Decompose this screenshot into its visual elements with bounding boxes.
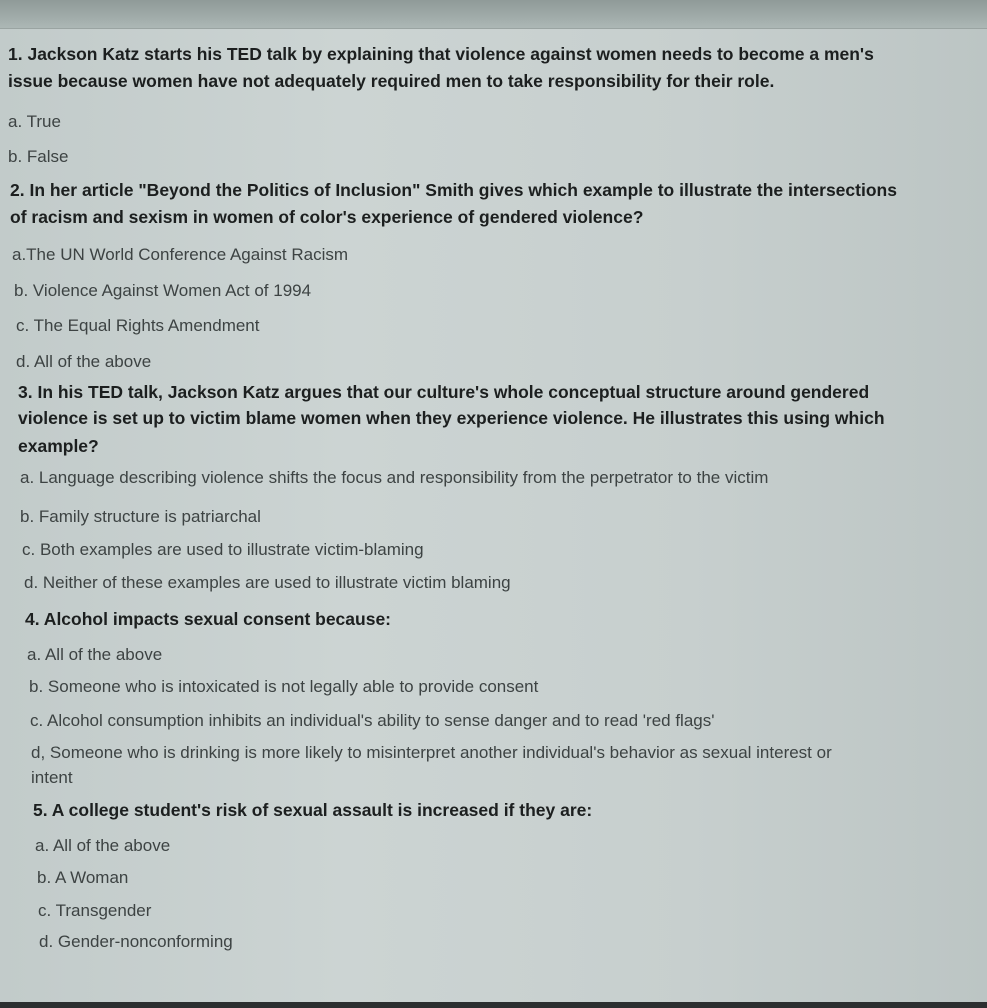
question-4-option-d-continued: intent <box>31 768 73 787</box>
question-3-option-a[interactable]: a. Language describing violence shifts the focus and responsibility from the perpetrator to the victim <box>20 468 769 487</box>
question-3-option-b[interactable]: b. Family structure is patriarchal <box>20 507 261 526</box>
question-5-option-b[interactable]: b. A Woman <box>37 868 129 887</box>
question-2-option-a[interactable]: a.The UN World Conference Against Racism <box>12 245 349 264</box>
question-1-option-a[interactable]: a. True <box>8 112 61 131</box>
question-4-option-c[interactable]: c. Alcohol consumption inhibits an individual's ability to sense danger and to read 'red flags' <box>30 711 715 730</box>
question-4-text: 4. Alcohol impacts sexual consent because: <box>25 609 392 629</box>
question-2-option-b[interactable]: b. Violence Against Women Act of 1994 <box>14 281 312 300</box>
question-3-text-line-2: violence is set up to victim blame women when they experience violence. He illustrates this using which <box>18 408 885 428</box>
monitor-bottom-bezel <box>0 1002 987 1008</box>
question-3-option-d[interactable]: d. Neither of these examples are used to illustrate victim blaming <box>24 573 511 592</box>
question-1-option-b[interactable]: b. False <box>8 147 69 166</box>
question-1-text-line-1: 1. Jackson Katz starts his TED talk by explaining that violence against women needs to become a men's <box>8 44 874 64</box>
question-5-text: 5. A college student's risk of sexual assault is increased if they are: <box>33 800 593 820</box>
question-3-option-c[interactable]: c. Both examples are used to illustrate victim-blaming <box>22 540 424 559</box>
question-1-text-line-2: issue because women have not adequately required men to take responsibility for their role. <box>8 71 775 91</box>
question-3-text-line-1: 3. In his TED talk, Jackson Katz argues that our culture's whole conceptual structure around gendered <box>18 382 870 402</box>
question-2-option-d[interactable]: d. All of the above <box>16 352 152 371</box>
question-5-option-d[interactable]: d. Gender-nonconforming <box>39 932 233 951</box>
question-5-option-a[interactable]: a. All of the above <box>35 836 171 855</box>
question-2-text-line-1: 2. In her article "Beyond the Politics of Inclusion" Smith gives which example to illustrate the intersections <box>10 180 897 200</box>
question-2-text-line-2: of racism and sexism in women of color's experience of gendered violence? <box>10 207 644 227</box>
question-2-option-c[interactable]: c. The Equal Rights Amendment <box>16 316 260 335</box>
question-5-option-c[interactable]: c. Transgender <box>38 901 152 920</box>
question-3-text-line-3: example? <box>18 436 99 456</box>
question-4-option-a[interactable]: a. All of the above <box>27 645 163 664</box>
question-4-option-b[interactable]: b. Someone who is intoxicated is not legally able to provide consent <box>29 677 539 696</box>
question-4-option-d[interactable]: d, Someone who is drinking is more likely to misinterpret another individual's behavior as sexual interest or <box>31 743 832 762</box>
